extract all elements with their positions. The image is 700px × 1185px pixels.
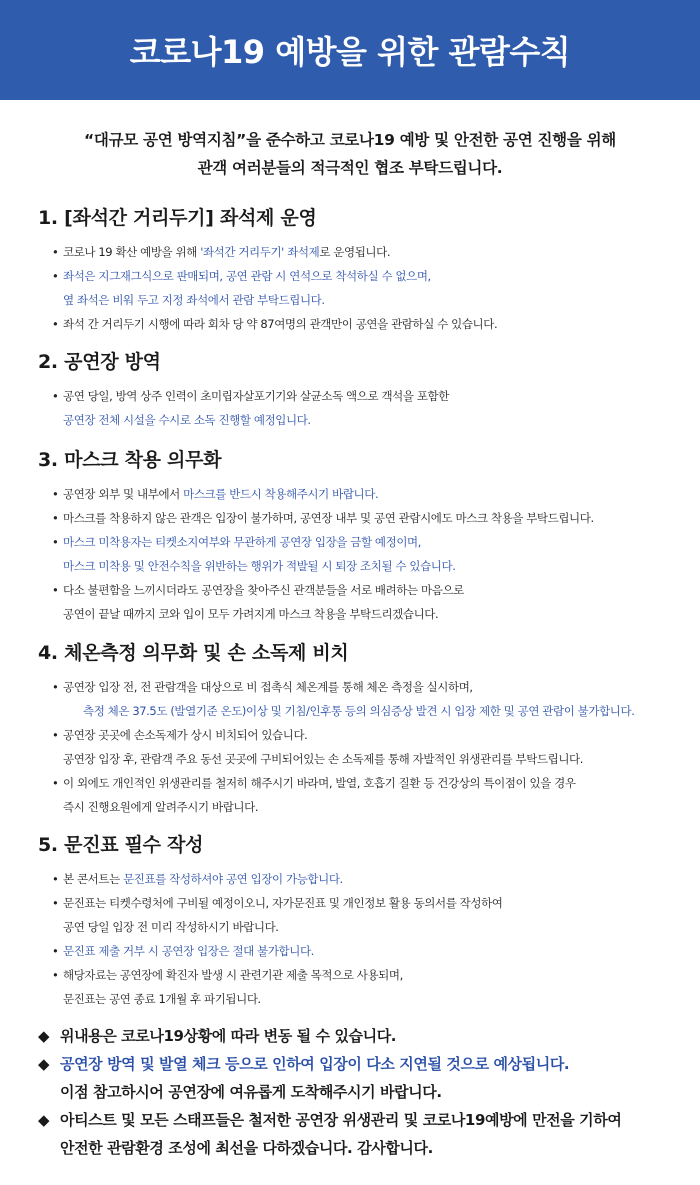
list-item: • 코로나 19 확산 예방을 위해 '좌석간 거리두기' 좌석제로 운영됩니다. [38, 240, 497, 264]
list-item: • 문진표 제출 거부 시 공연장 입장은 절대 불가합니다. [38, 939, 503, 963]
list-item-continued: 측정 체온 37.5도 (발열기준 온도)이상 및 기침/인후통 등의 의심증상 발견 시 입장 제한 및 공연 관람이 불가합니다. [83, 704, 635, 718]
title-banner [0, 0, 700, 100]
list-item-continued: 공연 당일 입장 전 미리 작성하시기 바랍니다. [63, 920, 279, 934]
section-title: 3. 마스크 착용 의무화 [38, 449, 222, 471]
list-item: • 좌석은 지그재그식으로 판매되며, 공연 관람 시 연석으로 착석하실 수 없으며, [38, 264, 497, 288]
intro [0, 126, 700, 182]
list-item: • 본 콘서트는 문진표를 작성하셔야 공연 입장이 가능합니다. [38, 867, 503, 891]
section-seating [38, 203, 497, 336]
intro-line-1: “대규모 공연 방역지침”을 준수하고 코로나19 예방 및 안전한 공연 진행을 위해 [84, 131, 616, 149]
notice-item: ◆ 위내용은 코로나19상황에 따라 변동 될 수 있습니다. [38, 1022, 621, 1050]
list-item: • 공연 당일, 방역 상주 인력이 초미립자살포기기와 살균소독 액으로 객석을 포함한 [38, 384, 449, 408]
list-item: • 마스크를 착용하지 않은 관객은 입장이 불가하며, 공연장 내부 및 공연 관람시에도 마스크 착용을 부탁드립니다. [38, 506, 594, 530]
list-item: • 문진표는 티켓수령처에 구비될 예정이오니, 자가문진표 및 개인정보 활용 동의서를 작성하여 [38, 891, 503, 915]
notice-item-continued: 안전한 관람환경 조성에 최선을 다하겠습니다. 감사합니다. [60, 1139, 433, 1157]
list-item: • 마스크 미착용자는 티켓소지여부와 무관하게 공연장 입장을 금할 예정이며, [38, 530, 594, 554]
list-item: • 공연장 입장 전, 전 관람객을 대상으로 비 접촉식 체온계를 통해 체온 측정을 실시하며, [38, 675, 634, 699]
list-item-continued: 옆 좌석은 비워 두고 지정 좌석에서 관람 부탁드립니다. [63, 293, 325, 307]
section-title: 2. 공연장 방역 [38, 351, 161, 373]
notice-item: ◆ 공연장 방역 및 발열 체크 등으로 인하여 입장이 다소 지연될 것으로 예상됩니다. [38, 1050, 621, 1078]
intro-line-2: 관객 여러분들의 적극적인 협조 부탁드립니다. [197, 159, 503, 177]
section-mask [38, 445, 594, 626]
section-title: 5. 문진표 필수 작성 [38, 834, 204, 856]
list-item-continued: 공연장 입장 후, 관람객 주요 동선 곳곳에 구비되어있는 손 소독제를 통해 자발적인 위생관리를 부탁드립니다. [63, 752, 584, 766]
list-item: • 좌석 간 거리두기 시행에 따라 회차 당 약 87여명의 관객만이 공연을 관람하실 수 있습니다. [38, 312, 497, 336]
section-temperature [38, 638, 634, 819]
list-item: • 해당자료는 공연장에 확진자 발생 시 관련기관 제출 목적으로 사용되며, [38, 963, 503, 987]
page-title: 코로나19 예방을 위한 관람수칙 [129, 33, 571, 71]
notice-item: ◆ 아티스트 및 모든 스태프들은 철저한 공연장 위생관리 및 코로나19예방에 만전을 기하여 [38, 1106, 621, 1134]
list-item-continued: 즉시 진행요원에게 알려주시기 바랍니다. [63, 800, 259, 814]
section-title: 1. [좌석간 거리두기] 좌석제 운영 [38, 207, 317, 229]
list-item-continued: 마스크 미착용 및 안전수칙을 위반하는 행위가 적발될 시 퇴장 조치될 수 있습니다. [63, 559, 456, 573]
list-item-continued: 문진표는 공연 종료 1개월 후 파기됩니다. [63, 992, 261, 1006]
footer-notes [38, 1022, 621, 1162]
list-item: • 이 외에도 개인적인 위생관리를 철저히 해주시기 바라며, 발열, 호흡기 질환 등 건강상의 특이점이 있을 경우 [38, 771, 634, 795]
notice-item-continued: 이점 참고하시어 공연장에 여유롭게 도착해주시기 바랍니다. [60, 1083, 442, 1101]
list-item-continued: 공연장 전체 시설을 수시로 소독 진행할 예정입니다. [63, 413, 311, 427]
section-disinfection [38, 347, 449, 432]
list-item: • 공연장 곳곳에 손소독제가 상시 비치되어 있습니다. [38, 723, 634, 747]
section-questionnaire [38, 830, 503, 1011]
list-item: • 다소 불편함을 느끼시더라도 공연장을 찾아주신 관객분들을 서로 배려하는 마음으로 [38, 578, 594, 602]
list-item-continued: 공연이 끝날 때까지 코와 입이 모두 가려지게 마스크 착용을 부탁드리겠습니다. [63, 607, 439, 621]
section-title: 4. 체온측정 의무화 및 손 소독제 비치 [38, 642, 349, 664]
list-item: • 공연장 외부 및 내부에서 마스크를 반드시 착용해주시기 바랍니다. [38, 482, 594, 506]
